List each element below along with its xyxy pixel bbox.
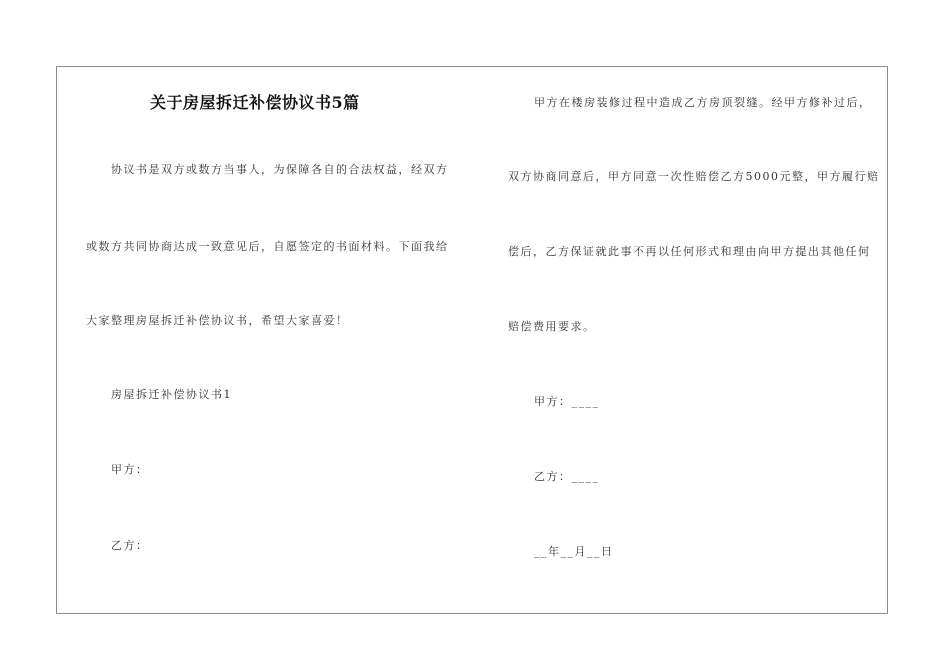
left-paragraph-line-3: 大家整理房屋拆迁补偿协议书，希望大家喜爱！ — [86, 314, 349, 327]
agreement-heading: 房屋拆迁补偿协议书1 — [111, 388, 232, 401]
left-paragraph-line-1: 协议书是双方或数方当事人，为保障各自的合法权益，经双方 — [111, 163, 449, 176]
right-paragraph-line-1: 甲方在楼房装修过程中造成乙方房顶裂缝。经甲方修补过后， — [534, 96, 872, 109]
right-paragraph-line-4: 赔偿费用要求。 — [508, 320, 596, 333]
right-paragraph-line-2: 双方协商同意后，甲方同意一次性赔偿乙方5000元整，甲方履行赔 — [508, 170, 880, 183]
left-paragraph-line-2: 或数方共同协商达成一致意见后，自愿签定的书面材料。下面我给 — [86, 240, 449, 253]
date-line: __年__月__日 — [534, 545, 614, 558]
party-b-label: 乙方： — [111, 539, 149, 552]
party-a-label: 甲方： — [111, 463, 149, 476]
document-title: 关于房屋拆迁补偿协议书5篇 — [150, 93, 360, 112]
party-b-signature: 乙方：____ — [534, 470, 600, 483]
page-frame — [56, 66, 888, 614]
party-a-signature: 甲方：____ — [534, 395, 600, 408]
right-paragraph-line-3: 偿后，乙方保证就此事不再以任何形式和理由向甲方提出其他任何 — [508, 245, 871, 258]
